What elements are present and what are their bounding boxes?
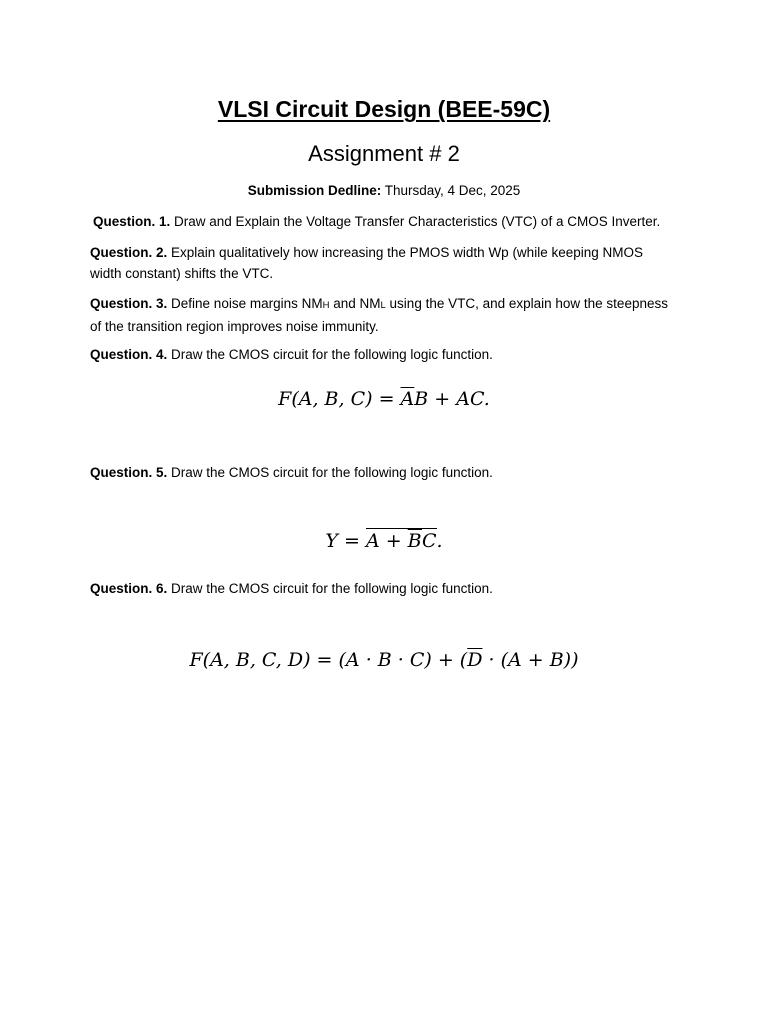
deadline-label: Submission Dedline: [247, 183, 382, 198]
submission-deadline [0, 181, 768, 201]
question-text: Draw the CMOS circuit for the following logic function. [171, 465, 493, 480]
question-2 [90, 242, 690, 284]
question-5 [90, 462, 690, 483]
document-title: VLSI Circuit Design (BEE-59C) [217, 96, 551, 122]
subscript-l: L [380, 300, 386, 311]
question-text: Draw and Explain the Voltage Transfer Characteristics (VTC) of a CMOS Inverter. [174, 214, 661, 229]
formula-rhs: B + AC. [414, 388, 490, 410]
formula-complement-b: $\overline{B}$ [407, 530, 422, 552]
question-6 [90, 578, 690, 599]
question-text-post: using the VTC, and explain how the steepness [385, 296, 668, 311]
assignment-heading: Assignment # 2 [308, 141, 460, 166]
question-number: Question. 2. [90, 245, 168, 260]
formula-question-5 [0, 528, 768, 554]
formula-complement-d: $\overline{D}$ [467, 649, 483, 671]
formula-lhs: F(A, B, C) [278, 388, 373, 410]
formula-complement-group [366, 528, 437, 552]
formula-equals: = [310, 649, 339, 671]
deadline-value: Thursday, 4 Dec, 2025 [384, 183, 521, 198]
subscript-h: H [322, 300, 330, 311]
question-text-continued: of the transition region improves noise immunity. [90, 319, 379, 334]
question-text: Draw the CMOS circuit for the following logic function. [171, 581, 493, 596]
question-text-mid: and NM [329, 296, 381, 311]
question-1 [93, 211, 693, 232]
question-number: Question. 1. [93, 214, 171, 229]
formula-term-a: A + [365, 530, 408, 552]
question-text: Define noise margins NM [171, 296, 323, 311]
formula-period: . [436, 530, 443, 552]
formula-complement-a: $\overline{A}$ [400, 388, 415, 410]
formula-lhs: F(A, B, C, D) [189, 649, 311, 671]
formula-question-6 [0, 647, 768, 673]
question-text-continued: width constant) shifts the VTC. [90, 266, 274, 281]
formula-part-1: (A · B · C) + ( [338, 649, 468, 671]
question-3 [90, 293, 690, 337]
formula-question-4 [0, 386, 768, 412]
formula-equals: = [372, 388, 401, 410]
question-4 [90, 344, 690, 365]
question-text: Draw the CMOS circuit for the following logic function. [171, 347, 493, 362]
formula-lhs: Y [325, 530, 338, 552]
question-number: Question. 6. [90, 581, 168, 596]
question-number: Question. 4. [90, 347, 168, 362]
question-number: Question. 5. [90, 465, 168, 480]
question-number: Question. 3. [90, 296, 168, 311]
formula-term-c: C [422, 530, 437, 552]
formula-part-2: · (A + B)) [482, 649, 579, 671]
question-text: Explain qualitatively how increasing the PMOS width Wp (while keeping NMOS [171, 245, 643, 260]
formula-equals: = [337, 530, 366, 552]
